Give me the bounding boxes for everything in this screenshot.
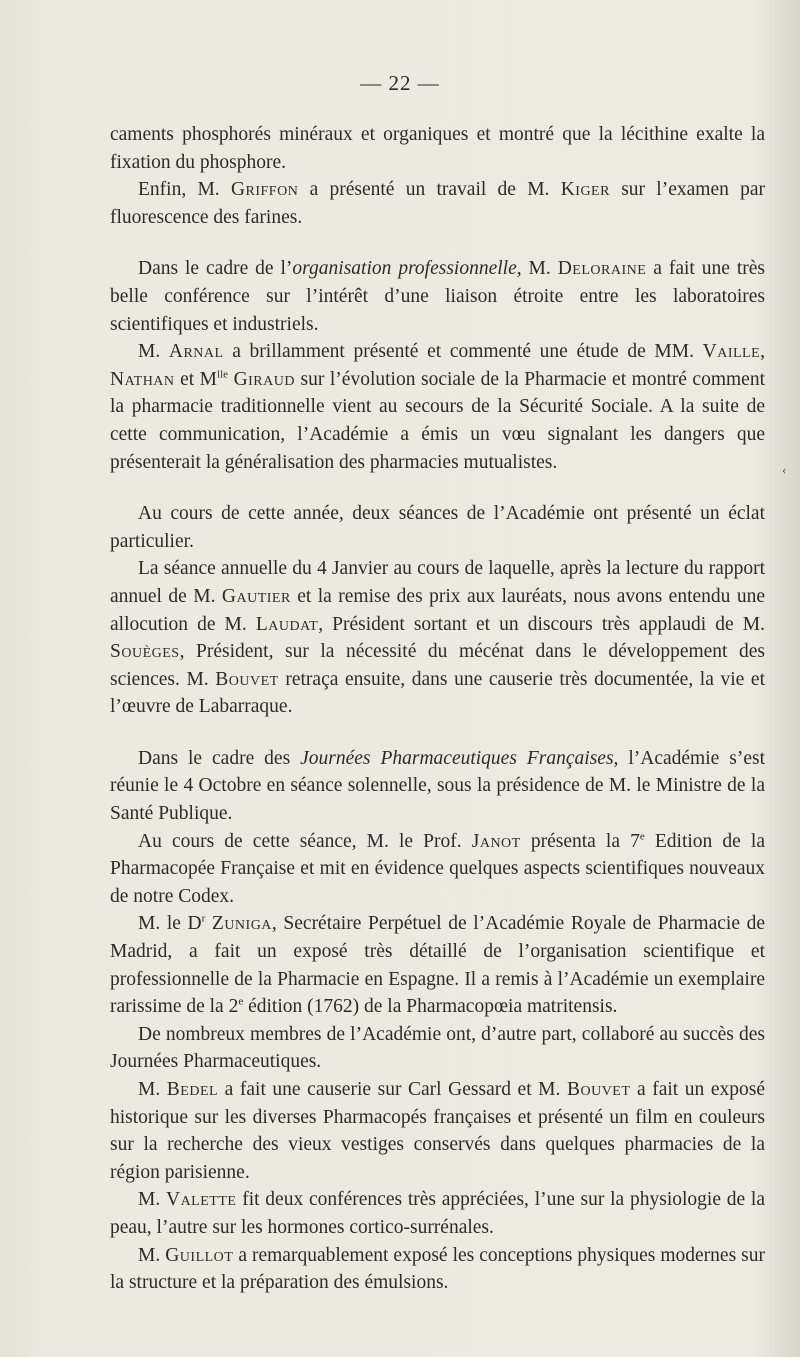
paragraph-6: La séance annuelle du 4 Janvier au cours de laquelle, après la lecture du rapport annuel de M. Gautier et la remise des prix aux lauréats, nous avons entendu une allocution de M. Laudat, Président sortant et un discours très applaudi de M. Souèges, Président, sur la nécessité du mécénat dans le développement des sciences. M. Bouvet retraça ensuite, dans une causerie très documentée, la vie et l’œuvre de Labarraque. <box>110 558 766 718</box>
body-text <box>110 121 765 1297</box>
paragraph-8: Au cours de cette séance, M. le Prof. Janot présenta la 7e Edition de la Pharmacopée Française et mit en évidence quelques aspects scientifiques nouveaux de notre Codex. <box>110 830 765 907</box>
paragraph-7: Dans le cadre des Journées Pharmaceutiques Françaises, l’Académie s’est réunie le 4 Octobre en séance solennelle, sous la présidence de M. le Ministre de la Santé Publique. <box>110 747 765 825</box>
paragraph-4: M. Arnal a brillamment présenté et commenté une étude de MM. Vaille, Nathan et $M^{lle}$ Giraud sur l’évolution sociale de la Pharmacie et montré comment la pharmacie traditionnelle vient au secours de la Sécurité Sociale. A la suite de cette communication, l’Académie a émis un vœu signalant les dangers que présenterait la généralisation des pharmacies mutualistes. <box>110 341 766 473</box>
paragraph-13: M. Guillot a remarquablement exposé les conceptions physiques modernes sur la structure et la préparation des émulsions. <box>110 1244 765 1294</box>
paragraph-2: Enfin, M. Griffon a présenté un travail de M. Kiger sur l’examen par fluorescence des farines. <box>110 179 766 228</box>
paragraph-3: Dans le cadre de l’organisation professionnelle, M. Deloraine a fait une très belle conférence sur l’intérêt d’une liaison étroite entre les laboratoires scientifiques et industriels. <box>110 258 765 335</box>
paragraph-10: De nombreux membres de l’Académie ont, d’autre part, collaboré au succès des Journées Pharmaceutiques. <box>110 1023 765 1073</box>
paragraph-1: caments phosphorés minéraux et organiques et montré que la lécithine exalte la fixation du phosphore. <box>110 124 765 173</box>
paragraph-12: M. Valette fit deux conférences très appréciées, l’une sur la physiologie de la peau, l’autre sur les hormones cortico-surrénales. <box>110 1189 765 1238</box>
paragraph-11: M. Bedel a fait une causerie sur Carl Gessard et M. Bouvet a fait un exposé historique sur les diverses Pharmacopés françaises et présenté un film en couleurs sur la recherche des vieux vestiges conservés dans quelques pharmacies de la région parisienne. <box>110 1079 765 1183</box>
paragraph-5: Au cours de cette année, deux séances de l’Académie ont présenté un éclat particulier. <box>110 503 765 552</box>
margin-mark: ‹ <box>782 462 787 477</box>
page-number: — 22 — <box>360 71 440 95</box>
paragraph-9: M. le $D^r$ Zuniga, Secrétaire Perpétuel de l’Académie Royale de Pharmacie de Madrid, a fait un exposé très détaillé de l’organisation scientifique et professionnelle de la Pharmacie en Espagne. Il a remis à l’Académie un exemplaire rarissime de la 2e édition (1762) de la Pharmacopœia matritensis. <box>110 912 766 1018</box>
